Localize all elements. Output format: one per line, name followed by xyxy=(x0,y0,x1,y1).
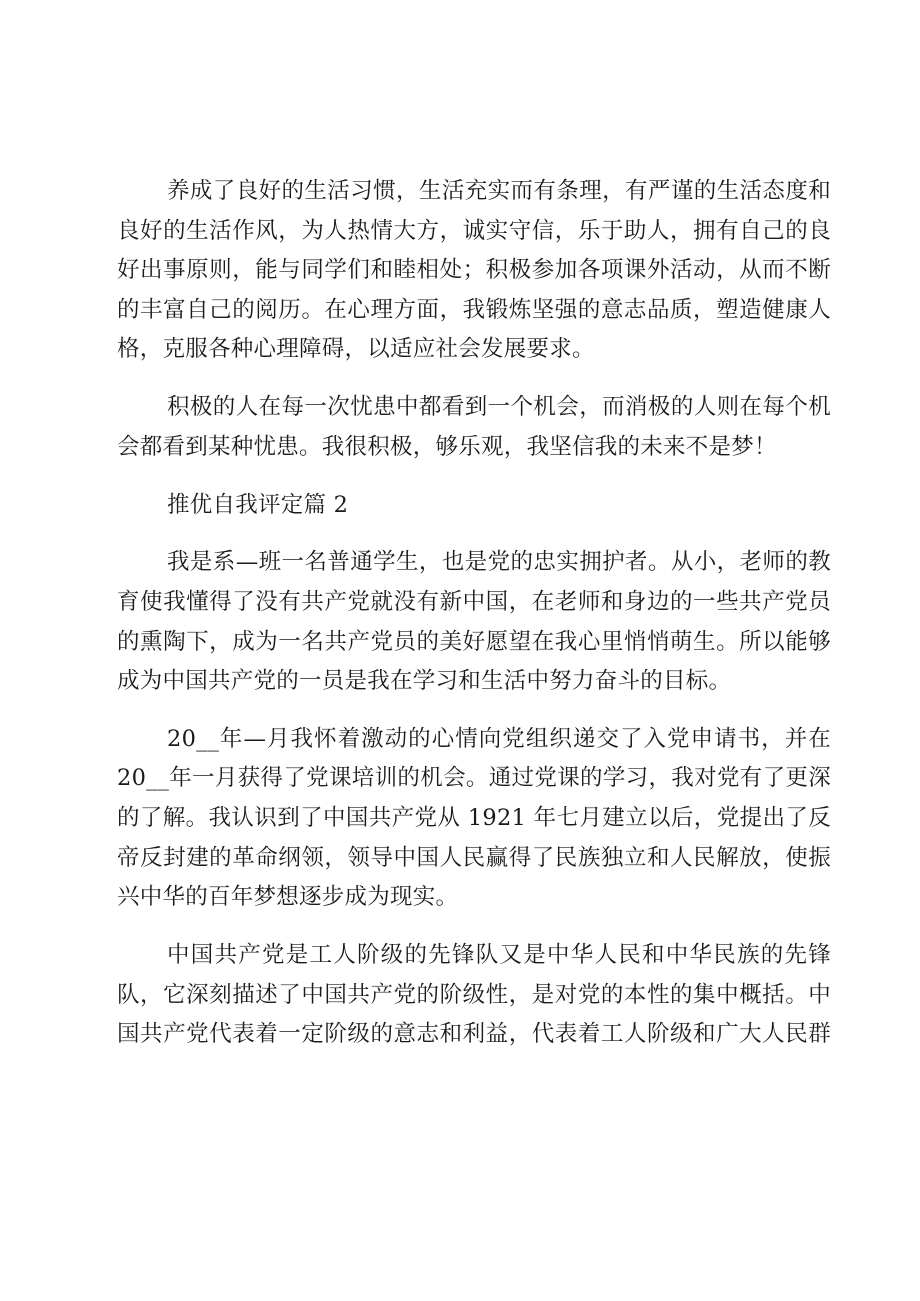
text-line: 兴中华的百年梦想逐步成为现实。 xyxy=(117,884,459,911)
section-title: 推优自我评定篇 2 xyxy=(167,491,349,518)
text-line: 国共产党代表着一定阶级的意志和利益，代表着工人阶级和广大人民群 xyxy=(117,1021,831,1048)
text-line: 中国共产党是工人阶级的先锋队又是中华人民和中华民族的先锋 xyxy=(167,942,831,969)
paragraph-gap xyxy=(117,467,831,485)
text-line: 20__年—月我怀着激动的心情向党组织递交了入党申请书，并在 xyxy=(167,725,831,752)
text-line: 帝反封建的革命纲领，领导中国人民赢得了民族独立和人民解放，使振 xyxy=(117,844,831,871)
text-line: 养成了良好的生活习惯，生活充实而有条理，有严谨的生活态度和 xyxy=(167,178,831,204)
paragraph-application xyxy=(117,720,831,918)
text-line: 成为中国共产党的一员是我在学习和生活中努力奋斗的目标。 xyxy=(117,668,732,695)
text-line: 的丰富自己的阅历。在心理方面，我锻炼坚强的意志品质，塑造健康人 xyxy=(117,296,831,323)
text-line: 20__年一月获得了党课培训的机会。通过党课的学习，我对党有了更深 xyxy=(117,765,831,792)
text-line: 格，克服各种心理障碍，以适应社会发展要求。 xyxy=(117,336,595,363)
text-line: 好出事原则，能与同学们和睦相处；积极参加各项课外活动，从而不断 xyxy=(117,257,831,284)
paragraph-party-nature xyxy=(117,936,831,1055)
paragraph-gap xyxy=(117,370,831,388)
text-line: 的熏陶下，成为一名共产党员的美好愿望在我心里悄悄萌生。所以能够 xyxy=(117,628,831,655)
text-line: 育使我懂得了没有共产党就没有新中国，在老师和身边的一些共产党员 xyxy=(117,588,831,615)
text-line: 的了解。我认识到了中国共产党从 1921 年七月建立以后，党提出了反 xyxy=(117,805,831,832)
document-body xyxy=(117,172,831,1055)
paragraph-gap xyxy=(117,525,831,543)
text-line: 积极的人在每一次忧患中都看到一个机会，而消极的人则在每个机 xyxy=(167,394,831,421)
paragraph-gap xyxy=(117,918,831,936)
paragraph-optimism xyxy=(117,388,831,467)
paragraph-intro xyxy=(117,543,831,701)
text-line: 我是系—班一名普通学生，也是党的忠实拥护者。从小，老师的教 xyxy=(167,549,831,576)
paragraph-gap xyxy=(117,702,831,720)
text-line: 队，它深刻描述了中国共产党的阶级性，是对党的本性的集中概括。中 xyxy=(117,981,831,1008)
paragraph-habits xyxy=(117,172,831,370)
text-line: 良好的生活作风，为人热情大方，诚实守信，乐于助人，拥有自己的良 xyxy=(117,217,831,244)
section-heading xyxy=(117,486,831,526)
text-line: 会都看到某种忧患。我很积极，够乐观，我坚信我的未来不是梦！ xyxy=(117,433,777,460)
